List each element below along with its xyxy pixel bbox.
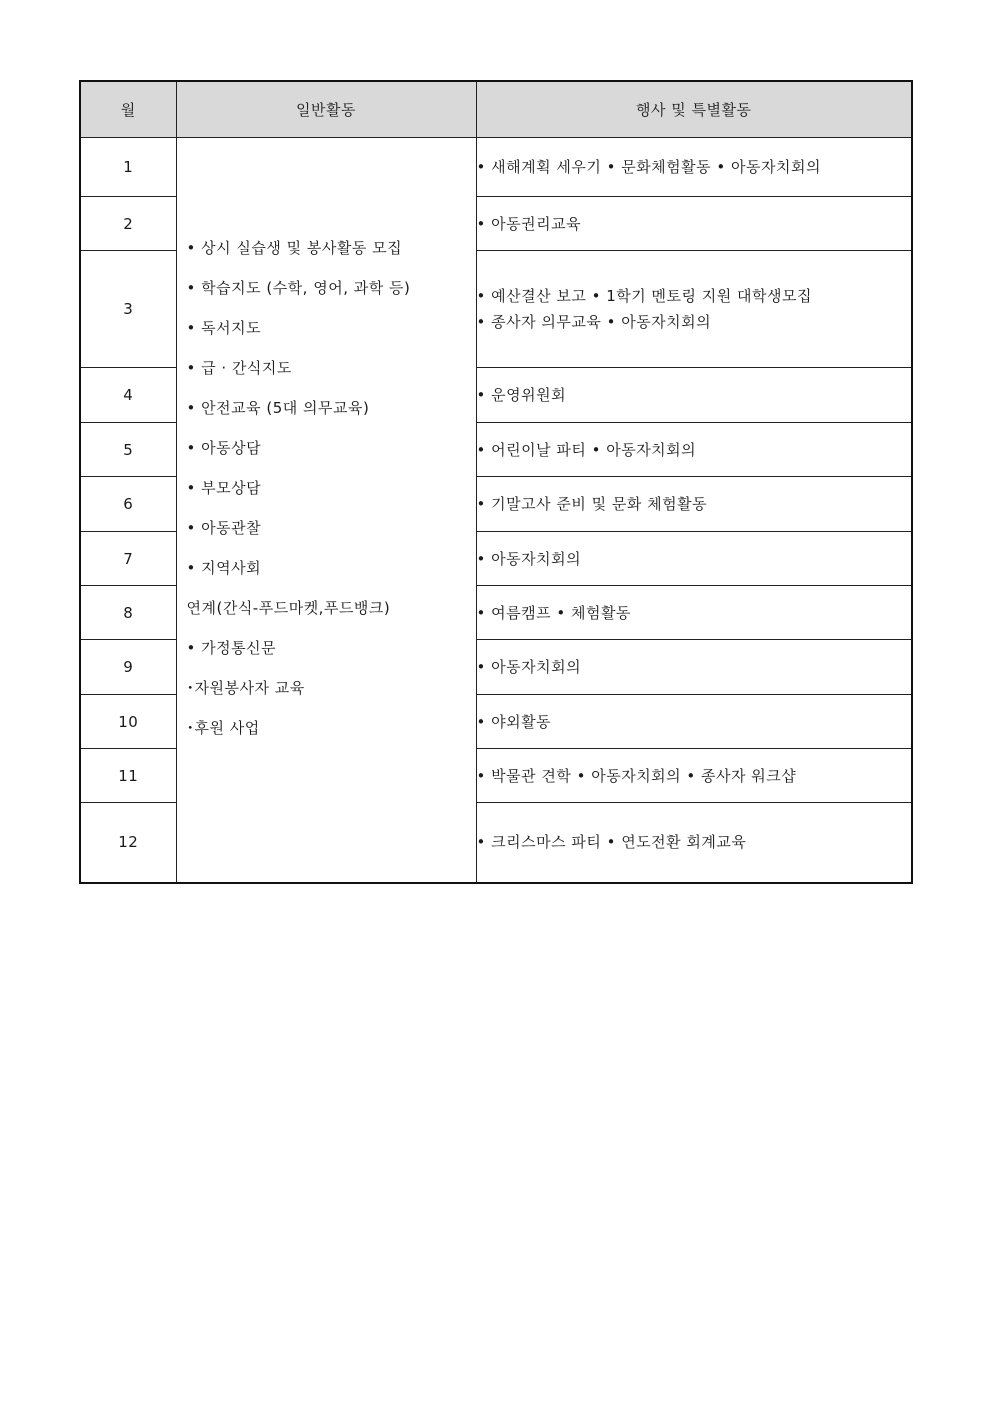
events-cell bbox=[476, 803, 912, 883]
general-activity-item: 연계(간식-푸드마켓,푸드뱅크) bbox=[186, 599, 391, 617]
events-cell bbox=[476, 423, 912, 477]
general-activity-item: • 아동관찰 bbox=[186, 519, 262, 537]
events-cell bbox=[476, 586, 912, 640]
month-cell: 4 bbox=[80, 368, 176, 423]
month-cell: 7 bbox=[80, 532, 176, 586]
events-cell bbox=[476, 749, 912, 803]
events-cell bbox=[476, 368, 912, 423]
table-row bbox=[80, 138, 912, 197]
general-activities-cell bbox=[176, 138, 476, 883]
events-cell bbox=[476, 197, 912, 251]
month-cell: 2 bbox=[80, 197, 176, 251]
event-line: • 어린이날 파티 • 아동자치회의 bbox=[476, 440, 697, 459]
event-line: • 예산결산 보고 • 1학기 멘토링 지원 대학생모집 bbox=[476, 287, 812, 305]
general-activities-list bbox=[177, 138, 476, 748]
events-cell bbox=[476, 251, 912, 368]
general-activity-item: • 부모상담 bbox=[186, 479, 262, 497]
event-line: • 박물관 견학 • 아동자치회의 • 종사자 워크샵 bbox=[476, 766, 797, 785]
month-cell: 10 bbox=[80, 695, 176, 749]
general-activity-item: • 급 · 간식지도 bbox=[186, 359, 292, 377]
general-activity-item: • 학습지도 (수학, 영어, 과학 등) bbox=[186, 279, 411, 297]
event-line: • 야외활동 bbox=[476, 712, 552, 731]
event-line: • 아동자치회의 bbox=[476, 658, 582, 676]
header-special-events: 행사 및 특별활동 bbox=[476, 81, 912, 138]
general-activity-item: • 독서지도 bbox=[186, 319, 262, 337]
event-line: • 여름캠프 • 체험활동 bbox=[476, 603, 631, 622]
general-activity-item: ･후원 사업 bbox=[186, 719, 260, 737]
annual-activity-plan-table bbox=[79, 80, 913, 884]
month-cell: 3 bbox=[80, 251, 176, 368]
events-cell bbox=[476, 532, 912, 586]
general-activity-item: • 아동상담 bbox=[186, 439, 262, 457]
general-activity-item: • 안전교육 (5대 의무교육) bbox=[186, 399, 370, 417]
event-line: • 아동자치회의 bbox=[476, 549, 582, 568]
month-cell: 8 bbox=[80, 586, 176, 640]
month-cell: 9 bbox=[80, 640, 176, 695]
event-line: • 아동권리교육 bbox=[476, 214, 582, 233]
month-cell: 6 bbox=[80, 477, 176, 532]
header-month: 월 bbox=[80, 81, 176, 138]
month-cell: 11 bbox=[80, 749, 176, 803]
header-general-activities: 일반활동 bbox=[176, 81, 476, 138]
events-cell bbox=[476, 477, 912, 532]
event-line: • 새해계획 세우기 • 문화체험활동 • 아동자치회의 bbox=[476, 158, 821, 176]
general-activity-item: ･자원봉사자 교육 bbox=[186, 679, 305, 697]
general-activity-item: • 가정통신문 bbox=[186, 639, 277, 657]
general-activity-item: • 상시 실습생 및 봉사활동 모집 bbox=[186, 239, 403, 257]
month-cell: 12 bbox=[80, 803, 176, 883]
month-cell: 5 bbox=[80, 423, 176, 477]
month-cell: 1 bbox=[80, 138, 176, 197]
event-line: • 크리스마스 파티 • 연도전환 회계교육 bbox=[476, 833, 747, 852]
events-cell bbox=[476, 695, 912, 749]
event-line: • 종사자 의무교육 • 아동자치회의 bbox=[476, 313, 712, 331]
event-line: • 운영위원회 bbox=[476, 386, 567, 404]
table-body bbox=[80, 138, 912, 883]
events-cell bbox=[476, 640, 912, 695]
general-activity-item: • 지역사회 bbox=[186, 559, 262, 577]
event-line: • 기말고사 준비 및 문화 체험활동 bbox=[476, 495, 708, 513]
header-row bbox=[80, 81, 912, 138]
events-cell bbox=[476, 138, 912, 197]
